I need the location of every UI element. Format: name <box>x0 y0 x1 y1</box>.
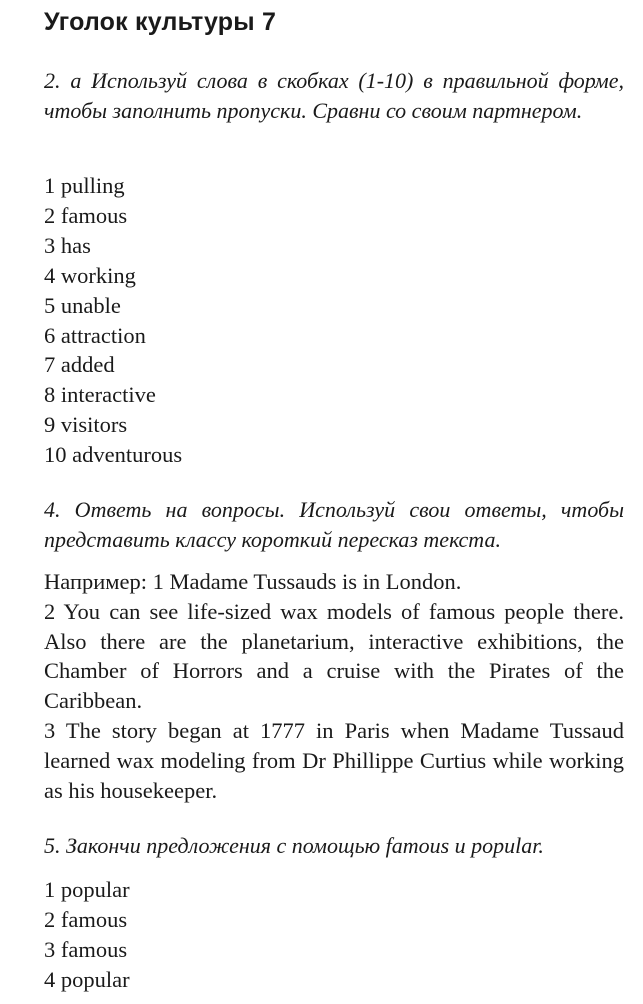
page-title: Уголок культуры 7 <box>44 8 277 36</box>
list-item: 10 adventurous <box>44 442 183 468</box>
list-item: 3 has <box>44 232 91 258</box>
list-item: 7 added <box>44 352 115 378</box>
list-item: 5 unable <box>44 292 121 318</box>
list-item: 8 interactive <box>44 382 156 408</box>
exercise-4-answer-text <box>44 567 624 805</box>
exercise-5-answer-list <box>44 875 130 995</box>
exercise-4-instruction: 4. Ответь на вопросы. Используй свои ответы, чтобы представить классу короткий пересказ текста. <box>44 497 624 552</box>
list-item: 4 popular <box>44 966 130 992</box>
list-item: 2 famous <box>44 202 128 228</box>
exercise-2-instruction: 2. a Используй слова в скобках (1-10) в правильной форме, чтобы заполнить пропуски. Сравни со своим партнером. <box>44 68 624 123</box>
list-item: 1 pulling <box>44 173 125 198</box>
list-item: 4 working <box>44 262 136 288</box>
exercise-5-instruction: 5. Закончи предложения с помощью famous и popular. <box>44 833 544 858</box>
answer-paragraph: 2 You can see life-sized wax models of famous people there. Also there are the planetarium, interactive exhibitions, the Chamber of Horrors and a cruise with the Pirates of the Caribbean. <box>44 598 624 714</box>
answer-paragraph: Например: 1 Madame Tussauds is in London. <box>44 569 462 594</box>
list-item: 6 attraction <box>44 322 146 348</box>
list-item: 1 popular <box>44 877 130 902</box>
list-item: 9 visitors <box>44 412 128 438</box>
list-item: 3 famous <box>44 936 128 962</box>
list-item: 2 famous <box>44 906 128 932</box>
exercise-2-answer-list <box>44 171 182 470</box>
answer-paragraph: 3 The story began at 1777 in Paris when Madame Tussaud learned wax modeling from Dr Phillippe Curtius while working as his housekeeper. <box>44 717 624 803</box>
